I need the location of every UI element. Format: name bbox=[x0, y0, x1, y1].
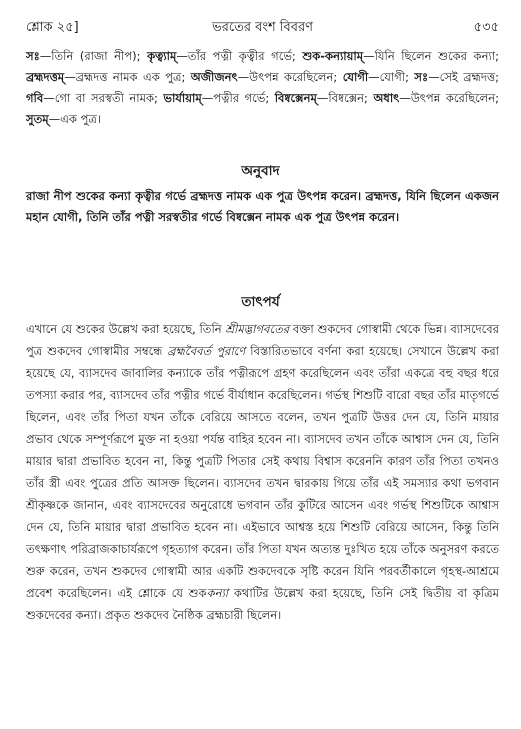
synonym-meaning: —সেই ব্রহ্মদত্ত; bbox=[428, 70, 500, 84]
synonym-meaning: —উৎপন্ন করেছিলেন; bbox=[399, 91, 499, 105]
page-header bbox=[26, 18, 499, 40]
synonym-meaning: —উৎপন্ন করেছিলেন; bbox=[237, 70, 343, 84]
translation-heading: অনুবাদ bbox=[241, 163, 280, 179]
synonym-word: ভার্যায়াম্ bbox=[163, 91, 202, 105]
synonym-meaning: —তাঁর পত্নী কৃত্বীর গর্ভে; bbox=[176, 49, 303, 63]
verse-reference: শ্লোক ২৫] bbox=[26, 20, 79, 35]
purport-segment: বক্তা শুকদেব গোস্বামী থেকে ভিন্ন। ব্যাসদেবের পুত্র শুকদেব গোস্বামীর সম্বন্ধে bbox=[26, 322, 500, 358]
synonym-word: অজীজনৎ bbox=[190, 70, 238, 84]
synonym-meaning: —পত্নীর গর্ভে; bbox=[201, 91, 275, 105]
translation-text: রাজা নীপ শুকের কন্যা কৃত্বীর গর্ভে ব্রহ্মদত্ত নামক এক পুত্র উৎপন্ন করেন। ব্রহ্মদত্ত, যিনি ছিলেন একজন মহান যোগী, তিনি তাঁর পত্নী সরস্বতীর গর্ভে বিষ্বক্সেন নামক এক পুত্র উৎপন্ন করেন। bbox=[26, 189, 499, 224]
synonym-word: যোগী bbox=[342, 70, 369, 84]
synonym-word: অধাৎ bbox=[373, 91, 400, 105]
purport-segment: বিস্তারিতভাবে বর্ণনা করা হয়েছে। সেখানে উল্লেখ করা হয়েছে যে, ব্যাসদেব জাবালির কন্যাকে তাঁর পত্নীরূপে গ্রহণ করেছিলেন এবং তাঁরা একত্রে বহু বছর ধরে তপস্যা করার পর, ব্যাসদেব তাঁর পত্নীর গর্ভে বীর্যাধান করেছিলেন। গর্ভস্থ শিশুটি বারো বছর তাঁর মাতৃগর্ভে ছিলেন, এবং তাঁর পিতা যখন তাঁকে বেরিয়ে আসতে বলেন, তখন পুত্রটি উত্তর দেন যে, তিনি মায়ার প্রভাব থেকে সম্পূর্ণরূপে মুক্ত না হওয়া পর্যন্ত বাহির হবেন না। ব্যাসদেব তখন তাঁকে আশ্বাস দেন যে, তিনি মায়ার দ্বারা প্রভাবিত হবেন না, কিন্তু পুত্রটি পিতার সেই কথায় বিশ্বাস করেননি কারণ তাঁর পিতা তখনও তাঁর স্ত্রী এবং পুত্রের প্রতি আসক্ত ছিলেন। ব্যাসদেব তখন দ্বারকায় গিয়ে তাঁর এই সমস্যার কথা ভগবান শ্রীকৃষ্ণকে জানান, এবং ব্যাসদেবের অনুরোধে ভগবান তাঁর কুটিরে আসেন এবং গর্ভস্থ শিশুটিকে আশ্বাস দেন যে, তিনি মায়ার দ্বারা প্রভাবিত হবেন না। এইভাবে আশ্বস্ত হয়ে শিশুটি বেরিয়ে আসেন, কিন্তু তিনি তৎক্ষণাৎ পরিব্রাজকাচার্যরূপে গৃহত্যাগ করেন। তাঁর পিতা যখন অত্যন্ত দুঃখিত হয়ে তাঁকে অনুসরণ করতে শুরু করেন, তখন শুকদেব গোস্বামী আর একটি শুকদেবকে সৃষ্টি করেন যিনি পরবর্তীকালে গৃহস্থ-আশ্রমে প্রবেশ করেছিলেন। এই শ্লোকে যে শুক bbox=[26, 344, 500, 600]
purport-segment: এখানে যে শুকের উল্লেখ করা হয়েছে, তিনি bbox=[26, 322, 226, 336]
synonym-meaning: —গো বা সরস্বতী নামক; bbox=[43, 91, 164, 105]
synonym-word: কৃত্ব্যাম্ bbox=[147, 49, 177, 63]
synonym-meaning: —যিনি ছিলেন শুকের কন্যা; bbox=[363, 49, 499, 63]
synonym-meaning: —তিনি (রাজা নীপ); bbox=[39, 49, 148, 63]
purport-italic-word: কন্যা bbox=[206, 586, 229, 600]
synonym-word: সঃ bbox=[414, 70, 429, 84]
synonym-word: বিষ্বক্সেনম্ bbox=[274, 91, 317, 105]
synonym-word: ব্রহ্মদত্তম্ bbox=[26, 70, 65, 84]
synonym-word: শুক-কন্যায়াম্ bbox=[302, 49, 364, 63]
purport-segment: কথাটির উল্লেখ করা হয়েছে, তিনি সেই দ্বিতীয় বা কৃত্রিম শুকদেবের কন্যা। প্রকৃত শুকদেব নৈষ্ঠিক ব্রহ্মচারী ছিলেন। bbox=[26, 586, 499, 622]
synonym-word: গবি bbox=[26, 91, 44, 105]
synonym-word: সুতম্ bbox=[26, 112, 49, 126]
synonym-meaning: —বিষ্বক্সেন; bbox=[316, 91, 374, 105]
purport-text bbox=[26, 318, 499, 626]
running-title: ভরতের বংশ বিবরণ bbox=[212, 20, 313, 35]
synonym-meaning: —এক পুত্র। bbox=[48, 112, 101, 126]
synonym-word: সঃ bbox=[26, 49, 40, 63]
purport-italic-title: ব্রহ্মবৈবর্ত পুরাণে bbox=[167, 344, 246, 358]
page-number: ৫৩৫ bbox=[473, 20, 499, 35]
synonym-meaning: —যোগী; bbox=[368, 70, 415, 84]
synonym-meaning: —ব্রহ্মদত্ত নামক এক পুত্র; bbox=[64, 70, 191, 84]
word-for-word-synonyms bbox=[26, 46, 499, 130]
purport-heading: তাৎপর্য bbox=[241, 294, 280, 310]
purport-italic-title: শ্রীমদ্ভাগবতের bbox=[225, 322, 290, 336]
